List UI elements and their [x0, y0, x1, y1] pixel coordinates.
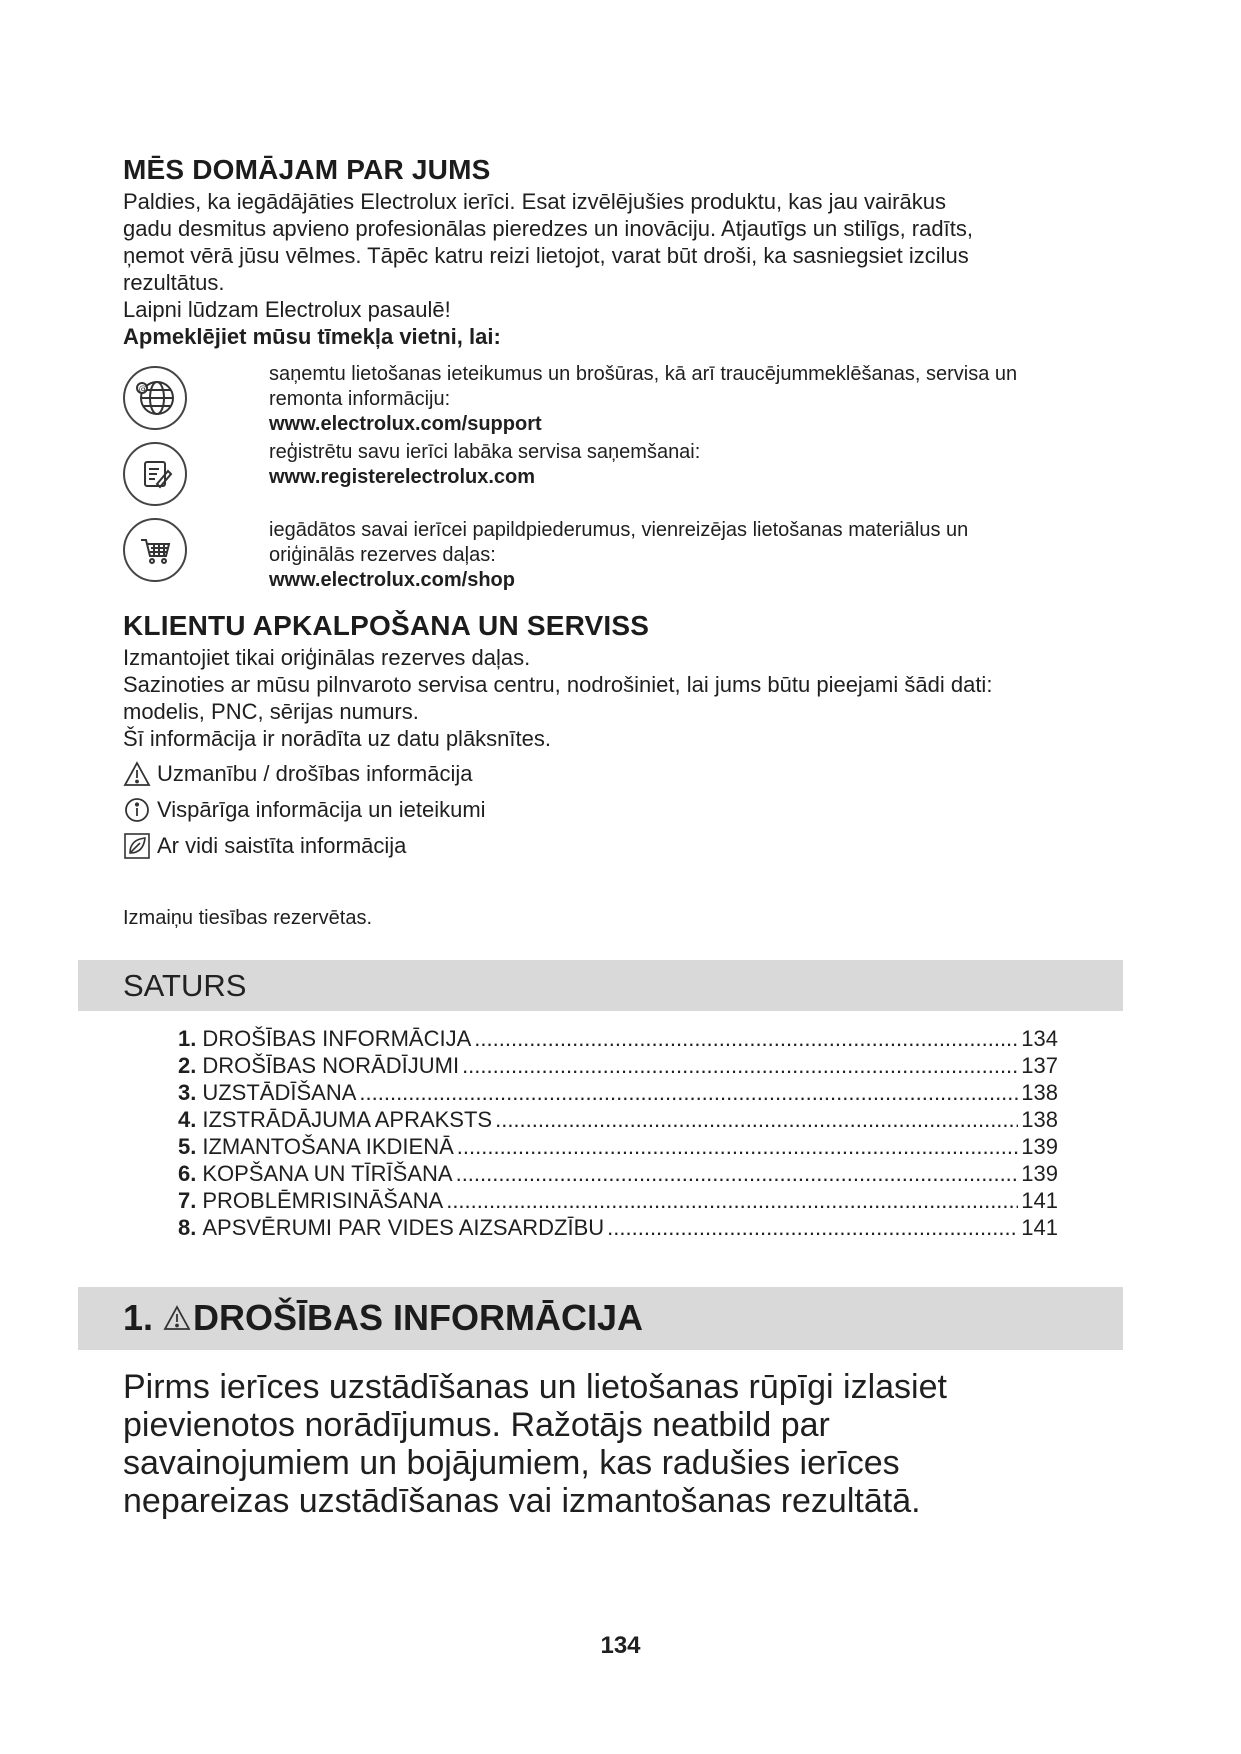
- legend-warning: [123, 760, 472, 788]
- toc-number: 4.: [178, 1107, 197, 1132]
- item-text: reģistrētu savu ierīci labāka servisa saņemšanai:: [269, 441, 701, 463]
- toc-label: DROŠĪBAS NORĀDĪJUMI: [202, 1053, 460, 1078]
- item-text: remonta informāciju:: [269, 388, 451, 410]
- toc-leader: [359, 1080, 1018, 1106]
- page-number: 134: [600, 1632, 641, 1659]
- toc-label: DROŠĪBAS INFORMĀCIJA: [202, 1026, 472, 1051]
- item-text: oriģinālās rezerves daļas:: [269, 544, 496, 566]
- register-link[interactable]: www.registerelectrolux.com: [269, 466, 536, 488]
- toc-entry[interactable]: [178, 1053, 1058, 1079]
- svg-text:@: @: [138, 384, 148, 395]
- toc-label: KOPŠANA UN TĪRĪŠANA: [202, 1161, 453, 1186]
- service-line: Sazinoties ar mūsu pilnvaroto servisa centru, nodrošiniet, lai jums būtu pieejami šādi dati:: [123, 672, 993, 697]
- legend-environment: [123, 832, 406, 860]
- warning-icon: [163, 1305, 191, 1331]
- service-line: modelis, PNC, sērijas numurs.: [123, 699, 419, 724]
- toc-entry[interactable]: [178, 1026, 1058, 1052]
- toc-leader: [446, 1188, 1018, 1214]
- intro-line: rezultātus.: [123, 270, 225, 295]
- toc-label: APSVĒRUMI PAR VIDES AIZSARDZĪBU: [202, 1215, 605, 1240]
- section-title-we-think: MĒS DOMĀJAM PAR JUMS: [123, 154, 491, 185]
- safety-line: savainojumiem un bojājumiem, kas radušies ierīces: [123, 1444, 900, 1482]
- toc-leader: [474, 1026, 1018, 1052]
- section-title-customer-service: KLIENTU APKALPOŠANA UN SERVISS: [123, 610, 650, 641]
- rights-notice: Izmaiņu tiesības rezervētas.: [123, 907, 372, 929]
- toc-number: 5.: [178, 1134, 197, 1159]
- toc-page: 141: [1021, 1215, 1058, 1240]
- toc-leader: [462, 1053, 1018, 1079]
- toc-label: IZSTRĀDĀJUMA APRAKSTS: [202, 1107, 493, 1132]
- safety-number: 1.: [123, 1297, 154, 1338]
- toc-leader: [456, 1161, 1019, 1187]
- legend-text: Vispārīga informācija un ieteikumi: [157, 797, 486, 822]
- toc-page: 138: [1021, 1080, 1058, 1105]
- visit-heading: Apmeklējiet mūsu tīmekļa vietni, lai:: [123, 324, 501, 349]
- toc-page: 134: [1021, 1026, 1058, 1051]
- safety-line: pievienotos norādījumus. Ražotājs neatbild par: [123, 1406, 830, 1444]
- toc-number: 7.: [178, 1188, 197, 1213]
- toc-page: 141: [1021, 1188, 1058, 1213]
- shop-link[interactable]: www.electrolux.com/shop: [269, 569, 515, 591]
- intro-line: ņemot vērā jūsu vēlmes. Tāpēc katru reizi lietojot, varat būt droši, ka sasniegsiet izcilus: [123, 243, 969, 268]
- toc-leader: [457, 1134, 1019, 1160]
- service-line: Šī informācija ir norādīta uz datu plāksnītes.: [123, 726, 551, 751]
- intro-line: gadu desmitus apvieno profesionālas pieredzes un inovāciju. Atjautīgs un stilīgs, radīts,: [123, 216, 973, 241]
- toc-page: 138: [1021, 1107, 1058, 1132]
- legend-text: Uzmanību / drošības informācija: [157, 761, 473, 786]
- toc-number: 3.: [178, 1080, 197, 1105]
- toc-page: 139: [1021, 1134, 1058, 1159]
- info-icon: [123, 796, 151, 824]
- toc-entry[interactable]: [178, 1080, 1058, 1106]
- toc-entry[interactable]: [178, 1107, 1058, 1133]
- service-line: Izmantojiet tikai oriģinālas rezerves daļas.: [123, 645, 531, 670]
- welcome-line: Laipni lūdzam Electrolux pasaulē!: [123, 297, 451, 322]
- safety-title: DROŠĪBAS INFORMĀCIJA: [193, 1297, 644, 1338]
- legend-info: [123, 796, 486, 824]
- item-text: saņemtu lietošanas ieteikumus un brošūras, kā arī traucējummeklēšanas, servisa un: [269, 363, 1018, 385]
- toc-title: SATURS: [123, 968, 247, 1003]
- toc-entry[interactable]: [178, 1188, 1058, 1214]
- toc-number: 1.: [178, 1026, 197, 1051]
- toc-number: 8.: [178, 1215, 197, 1240]
- toc-entry[interactable]: [178, 1161, 1058, 1187]
- service-paragraph: [123, 644, 1133, 752]
- toc-number: 2.: [178, 1053, 197, 1078]
- warning-icon: [123, 760, 151, 788]
- toc-label: PROBLĒMRISINĀŠANA: [202, 1188, 444, 1213]
- toc-entry[interactable]: [178, 1215, 1058, 1241]
- toc-number: 6.: [178, 1161, 197, 1186]
- safety-heading: [123, 1297, 643, 1339]
- support-link[interactable]: www.electrolux.com/support: [269, 413, 542, 435]
- web-item-shop: [269, 518, 1149, 593]
- web-item-support: [269, 362, 1149, 437]
- toc-label: IZMANTOŠANA IKDIENĀ: [202, 1134, 454, 1159]
- safety-line: Pirms ierīces uzstādīšanas un lietošanas rūpīgi izlasiet: [123, 1368, 947, 1406]
- register-icon: [123, 442, 187, 506]
- toc-page: 137: [1021, 1053, 1058, 1078]
- safety-line: nepareizas uzstādīšanas vai izmantošanas rezultātā.: [123, 1482, 921, 1520]
- toc-label: UZSTĀDĪŠANA: [202, 1080, 357, 1105]
- intro-line: Paldies, ka iegādājāties Electrolux ierīci. Esat izvēlējušies produktu, kas jau vairākus: [123, 189, 946, 214]
- item-text: iegādātos savai ierīcei papildpiederumus, vienreizējas lietošanas materiālus un: [269, 519, 969, 541]
- web-item-register: [269, 440, 1149, 490]
- leaf-icon: [123, 832, 151, 860]
- legend-text: Ar vidi saistīta informācija: [157, 833, 407, 858]
- toc-page: 139: [1021, 1161, 1058, 1186]
- intro-paragraph: [123, 188, 1123, 350]
- toc-leader: [607, 1215, 1018, 1241]
- toc-leader: [495, 1107, 1018, 1133]
- safety-intro: [123, 1368, 1123, 1520]
- globe-icon: [123, 366, 187, 430]
- cart-icon: [123, 518, 187, 582]
- toc-entry[interactable]: [178, 1134, 1058, 1160]
